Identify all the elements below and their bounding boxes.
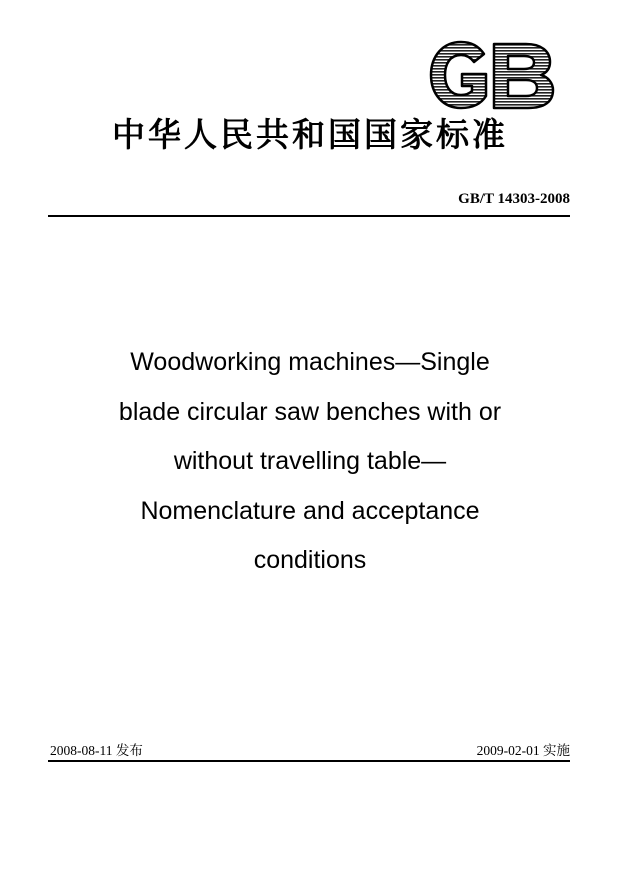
title-line-3: without travelling table— [173,447,447,475]
issue-date: 2008-08-11 [50,743,113,758]
title-line-5: conditions [253,546,367,574]
implementation-label: 实施 [543,743,570,759]
issue-label: 发布 [115,743,143,759]
issuing-organization-title: 中华人民共和国国家标准 [112,115,508,154]
document-title [60,338,560,586]
header-divider [48,215,570,217]
implementation-date-line [477,742,570,760]
standard-number: GB/T 14303-2008 [458,191,570,207]
title-line-4: Nomenclature and acceptance [140,496,480,525]
gb-logo-icon [426,38,558,112]
issue-date-line [50,742,143,760]
title-line-1: Woodworking machines—Single [130,348,490,376]
implementation-date: 2009-02-01 [476,743,540,758]
title-line-2: blade circular saw benches with or [118,397,502,426]
footer-divider [48,760,570,762]
